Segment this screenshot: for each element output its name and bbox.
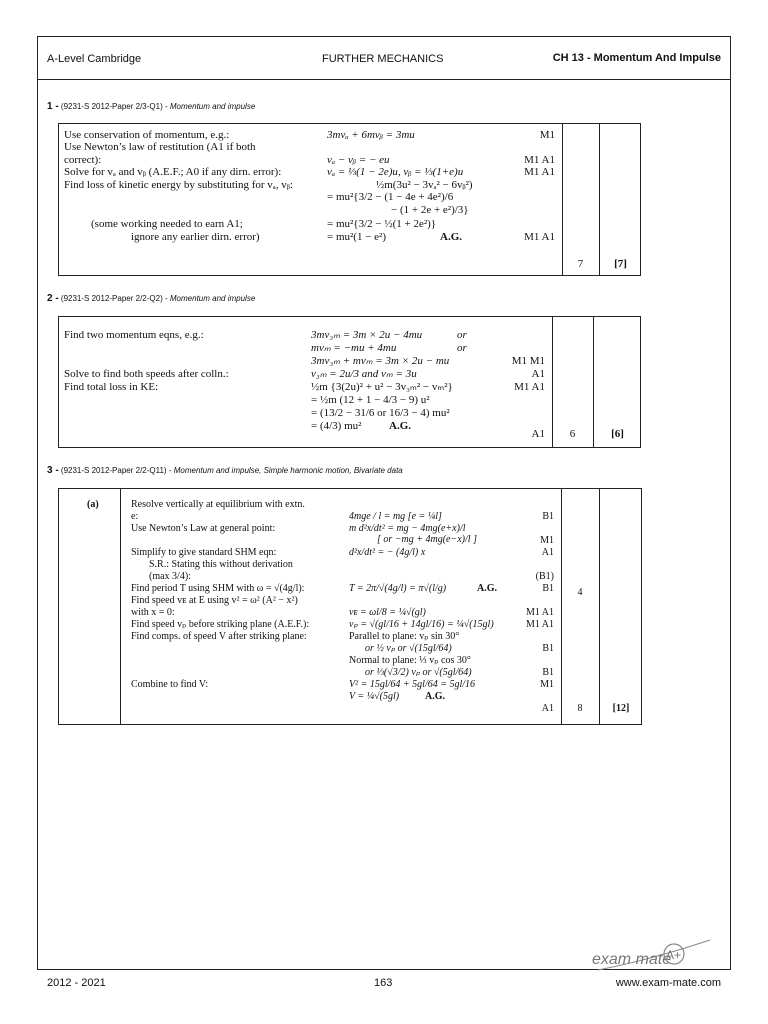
footer-website: www.exam-mate.com — [615, 977, 721, 989]
working-text: = (13/2 − 31/6 or 16/3 − 4) mu² — [311, 407, 450, 419]
column-divider — [120, 489, 121, 724]
question-source: (9231-S 2012-Paper 2/2-Q2) — [60, 294, 163, 303]
logo-wordmark: exam mate — [592, 951, 672, 968]
mark-code: M1 A1 — [525, 619, 554, 630]
mark-code: M1 — [540, 535, 554, 546]
mark-code: A1 — [541, 703, 554, 714]
working-text: vᴇ = ωl/8 = ¼√(gl) — [349, 607, 426, 618]
question-source: (9231-S 2012-Paper 2/3-Q1) — [60, 102, 163, 111]
or-text: or — [457, 329, 467, 341]
mark-code: B1 — [542, 583, 554, 594]
mark-code: M1 A1 — [524, 154, 555, 166]
working-text: Normal to plane: ⅓ vₚ cos 30° — [349, 655, 471, 666]
part-label: (a) — [87, 499, 99, 510]
working-text: or ⅓(√3/2) vₚ or √(5gl/64) — [365, 667, 472, 678]
method-text: ignore any earlier dirn. error) — [131, 231, 260, 243]
question-total: [7] — [614, 258, 627, 270]
method-text: Find comps. of speed V after striking plane: — [131, 631, 307, 642]
working-text: vₐ − vᵦ = − eu — [327, 154, 390, 166]
question-source: (9231-S 2012-Paper 2/2-Q11) — [60, 466, 167, 475]
mark-code: B1 — [542, 511, 554, 522]
working-text: mvₘ = −mu + 4mu — [311, 342, 397, 354]
working-text: = mu²{3/2 − (1 − 4e + 4e²)/6 — [327, 191, 454, 203]
header-subject: FURTHER MECHANICS — [322, 53, 444, 65]
mark-code: B1 — [542, 643, 554, 654]
footer-years: 2012 - 2021 — [47, 977, 106, 989]
question-total: [6] — [611, 428, 624, 440]
working-text: V = ¼√(5gl) — [349, 691, 400, 702]
question-number: 2 - — [47, 293, 59, 304]
working-text: m d²x/dt² = mg − 4mg(e+x)/l — [349, 523, 466, 534]
working-text: 3mvₐ + 6mvᵦ = 3mu — [327, 129, 415, 141]
working-text: = mu²(1 − e²) — [327, 231, 387, 243]
footer-page-number: 163 — [374, 977, 393, 989]
method-text: Solve for vₐ and vᵦ (A.E.F.; A0 if any dirn. error): — [64, 166, 282, 178]
working-text: 4mge / l = mg [e = ¼l] — [349, 511, 442, 522]
mark-code: M1 — [539, 129, 555, 141]
method-text: S.R.: Stating this without derivation — [149, 559, 293, 570]
question-dash: - — [164, 294, 168, 303]
method-text: Use Newton’s Law at general point: — [131, 523, 276, 534]
page-header — [37, 36, 731, 80]
method-text: Combine to find V: — [131, 679, 209, 690]
question-dash: - — [168, 466, 172, 475]
question-1-heading — [47, 101, 255, 112]
question-topics: Momentum and impulse — [169, 294, 256, 303]
method-text: with x = 0: — [131, 607, 175, 618]
column-divider — [599, 124, 600, 275]
question-dash: - — [164, 102, 168, 111]
mark-code: M1 A1 — [524, 166, 555, 178]
column-divider — [599, 489, 600, 724]
question-number: 3 - — [47, 465, 59, 476]
working-text: = (4/3) mu² — [311, 420, 362, 432]
method-text: Find total loss in KE: — [64, 381, 159, 393]
method-text: Simplify to give standard SHM eqn: — [131, 547, 277, 558]
part-total: 7 — [577, 258, 584, 270]
header-exam-board: A-Level Cambridge — [47, 53, 142, 65]
mark-scheme-table-2 — [58, 316, 641, 448]
mark-code: M1 — [540, 679, 554, 690]
working-text: v₃ₘ = 2u/3 and vₘ = 3u — [311, 368, 417, 380]
working-text: d²x/dt² = − (4g/l) x — [349, 547, 426, 558]
answer-given-label: A.G. — [477, 583, 497, 594]
mark-code: (B1) — [535, 571, 554, 582]
method-text: Find loss of kinetic energy by substituting for vₐ, vᵦ: — [64, 179, 293, 191]
mark-code: B1 — [542, 667, 554, 678]
working-text: = ½m (12 + 1 − 4/3 − 9) u² — [311, 394, 430, 406]
method-text: Resolve vertically at equilibrium with extn. — [131, 499, 305, 510]
or-text: or — [457, 342, 467, 354]
mark-scheme-table-1 — [58, 123, 641, 276]
answer-given-label: A.G. — [389, 420, 411, 432]
mark-code: M1 M1 — [511, 355, 545, 367]
question-topics: Momentum and impulse, Simple harmonic motion, Bivariate data — [173, 466, 403, 475]
mark-scheme-table-3 — [58, 488, 642, 725]
mark-code: A1 — [531, 368, 545, 380]
part-total: 8 — [577, 703, 583, 714]
method-text: Find speed vₚ before striking plane (A.E.F.): — [131, 619, 310, 630]
working-text: or ½ vₚ or √(15gl/64) — [365, 643, 452, 654]
method-text: e: — [131, 511, 139, 522]
question-2-heading — [47, 293, 255, 304]
method-text: Find two momentum eqns, e.g.: — [64, 329, 204, 341]
working-text: ½m(3u² − 3vₐ² − 6vᵦ²) — [376, 179, 473, 191]
method-text: correct): — [64, 154, 102, 166]
mark-code: M1 A1 — [524, 231, 555, 243]
method-text: (some working needed to earn A1; — [91, 218, 243, 230]
working-text: vₚ = √(gl/16 + 14gl/16) = ¼√(15gl) — [349, 619, 494, 630]
mark-code: M1 A1 — [514, 381, 545, 393]
working-text: 3mv₃ₘ + mvₘ = 3m × 2u − mu — [311, 355, 450, 367]
question-number: 1 - — [47, 101, 59, 112]
answer-given-label: A.G. — [440, 231, 462, 243]
exam-mate-logo — [590, 930, 720, 976]
working-text: − (1 + 2e + e²)/3} — [391, 204, 469, 216]
method-text: Solve to find both speeds after colln.: — [64, 368, 229, 380]
working-text: [ or −mg + 4mg(e−x)/l ] — [377, 534, 477, 545]
question-topics: Momentum and impulse — [169, 102, 256, 111]
method-text: (max 3/4): — [149, 571, 191, 582]
working-text: ½m {3(2u)² + u² − 3v₃ₘ² − vₘ²} — [311, 381, 453, 393]
question-total: [12] — [612, 703, 630, 714]
method-text: Find period T using SHM with ω = √(4g/l): — [131, 583, 305, 594]
method-text: Find speed vᴇ at E using v² = ω² (A² − x²) — [131, 595, 298, 606]
mark-code: A1 — [541, 547, 554, 558]
column-divider — [561, 489, 562, 724]
question-3-heading — [47, 465, 403, 476]
method-text: Use Newton’s law of restitution (A1 if both — [64, 141, 256, 153]
part-total: 6 — [569, 428, 576, 440]
working-text: vₐ = ⅓(1 − 2e)u, vᵦ = ⅓(1+e)u — [327, 166, 464, 178]
logo-grade-mark: A+ — [666, 948, 682, 962]
working-text: 3mv₃ₘ = 3m × 2u − 4mu — [311, 329, 423, 341]
mark-code: A1 — [531, 428, 545, 440]
header-chapter: CH 13 - Momentum And Impulse — [552, 52, 721, 64]
column-divider — [562, 124, 563, 275]
working-text: T = 2π/√(4g/l) = π√(l/g) — [349, 583, 447, 594]
mark-code: M1 A1 — [525, 607, 554, 618]
answer-given-label: A.G. — [425, 691, 445, 702]
method-text: Use conservation of momentum, e.g.: — [64, 129, 230, 141]
working-text: V² = 15gl/64 + 5gl/64 = 5gl/16 — [349, 679, 476, 690]
working-text: Parallel to plane: vₚ sin 30° — [349, 631, 460, 642]
working-text: = mu²{3/2 − ½(1 + 2e²)} — [327, 218, 437, 230]
part-total: 4 — [577, 587, 583, 598]
